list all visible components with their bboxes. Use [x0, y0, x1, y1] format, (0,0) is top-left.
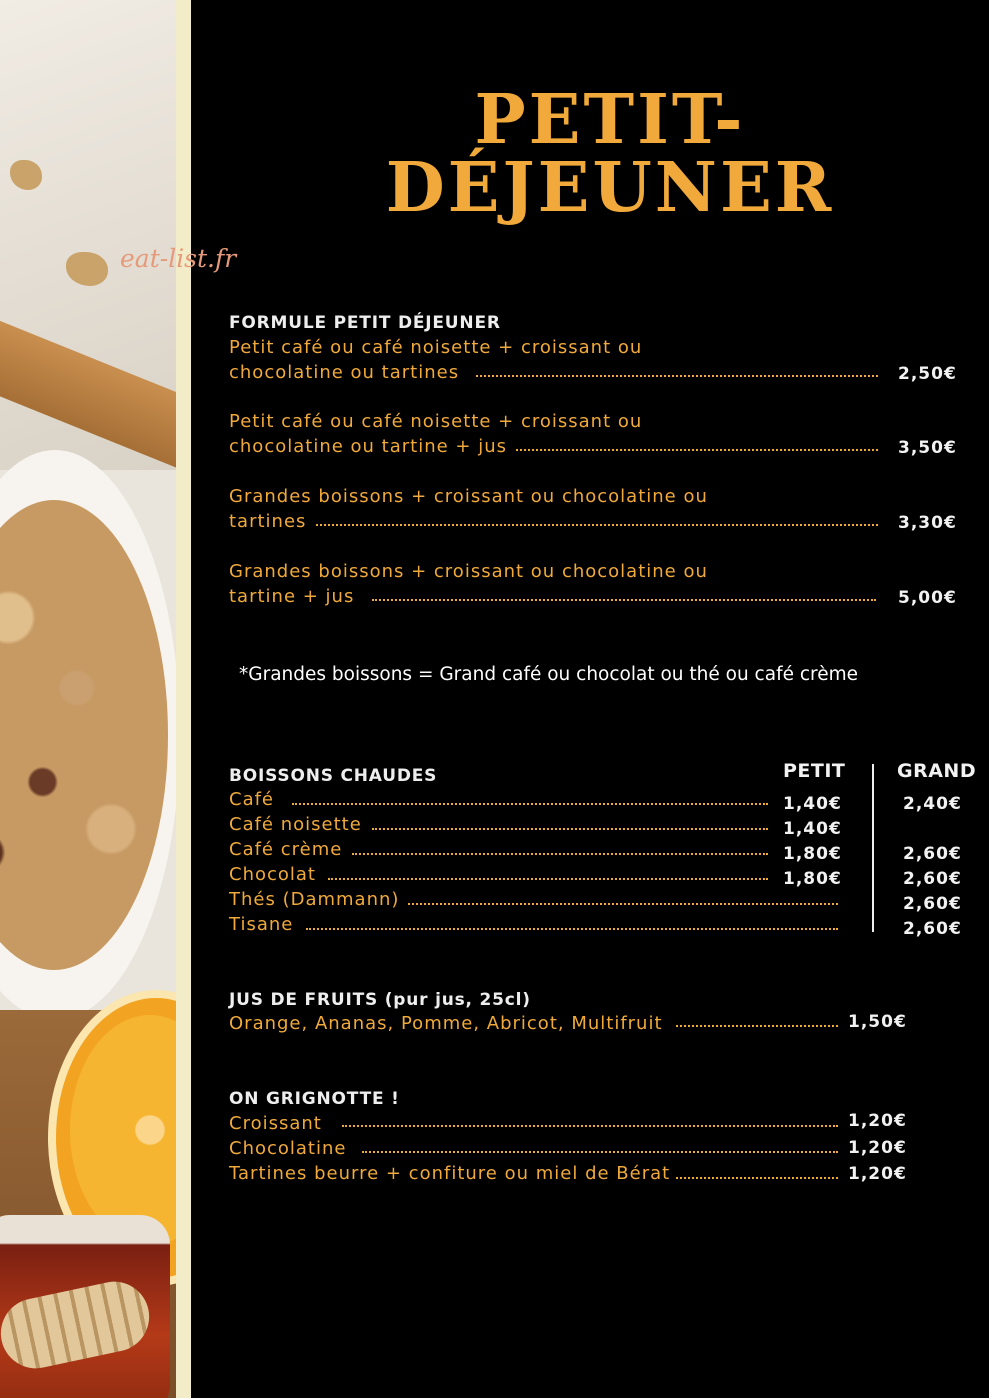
grandes-boissons-note: *Grandes boissons = Grand café ou chocolat ou thé ou café crème	[239, 664, 859, 685]
boisson-name: Café noisette	[229, 814, 362, 835]
dot-leader	[676, 1177, 838, 1179]
boisson-price-grand: 2,60€	[903, 919, 962, 939]
grignotte-item-price: 1,20€	[848, 1138, 907, 1158]
dot-leader	[676, 1025, 838, 1027]
column-header-petit: PETIT	[783, 760, 846, 782]
boisson-price-grand: 2,60€	[903, 894, 962, 914]
grignotte-item-price: 1,20€	[848, 1111, 907, 1131]
formule-item-4-line1: Grandes boissons + croissant ou chocolatine ou	[229, 561, 708, 582]
section-heading-boissons: BOISSONS CHAUDES	[229, 766, 438, 786]
dot-leader	[362, 1151, 838, 1153]
dot-leader	[342, 1125, 838, 1127]
section-heading-jus: JUS DE FRUITS (pur jus, 25cl)	[229, 990, 531, 1010]
page-title-line1: PETIT-	[474, 80, 746, 160]
boisson-price-grand: 2,60€	[903, 869, 962, 889]
dot-leader	[328, 878, 768, 880]
formule-item-3-line1: Grandes boissons + croissant ou chocolatine ou	[229, 486, 708, 507]
boisson-name: Café crème	[229, 839, 343, 860]
section-heading-grignotte: ON GRIGNOTTE !	[229, 1089, 400, 1109]
dot-leader	[476, 375, 878, 377]
formule-item-2-line2: chocolatine ou tartine + jus	[229, 436, 508, 457]
boisson-name: Chocolat	[229, 864, 316, 885]
boisson-name: Tisane	[229, 914, 294, 935]
grignotte-item-name: Chocolatine	[229, 1138, 347, 1159]
formule-item-4-price: 5,00€	[898, 588, 957, 608]
formule-item-4-line2: tartine + jus	[229, 586, 355, 607]
page-title-line2: DÉJEUNER	[385, 148, 835, 228]
formule-item-3-price: 3,30€	[898, 513, 957, 533]
formule-item-2-price: 3,50€	[898, 438, 957, 458]
grignotte-item-name: Tartines beurre + confiture ou miel de Bérat	[229, 1163, 671, 1184]
dot-leader	[372, 828, 768, 830]
boisson-name: Thés (Dammann)	[229, 889, 400, 910]
formule-item-2-line1: Petit café ou café noisette + croissant ou	[229, 411, 643, 432]
formule-item-1-line2: chocolatine ou tartines	[229, 362, 460, 383]
grignotte-item-name: Croissant	[229, 1113, 322, 1134]
dot-leader	[516, 449, 878, 451]
column-divider	[872, 764, 874, 932]
dot-leader	[316, 524, 878, 526]
dot-leader	[408, 903, 838, 905]
jus-item-price: 1,50€	[848, 1012, 907, 1032]
boisson-name: Café	[229, 789, 275, 810]
column-header-grand: GRAND	[897, 760, 977, 782]
boisson-price-grand: 2,40€	[903, 794, 962, 814]
boisson-price-petit: 1,40€	[783, 794, 842, 814]
jus-item-name: Orange, Ananas, Pomme, Abricot, Multifruit	[229, 1013, 663, 1034]
boisson-price-petit: 1,80€	[783, 869, 842, 889]
grignotte-item-price: 1,20€	[848, 1164, 907, 1184]
boisson-price-petit: 1,80€	[783, 844, 842, 864]
dot-leader	[306, 928, 838, 930]
dot-leader	[292, 803, 768, 805]
boisson-price-petit: 1,40€	[783, 819, 842, 839]
formule-item-3-line2: tartines	[229, 511, 307, 532]
section-heading-formule: FORMULE PETIT DÉJEUNER	[229, 313, 501, 333]
formule-item-1-price: 2,50€	[898, 364, 957, 384]
dot-leader	[372, 599, 876, 601]
watermark: eat-list.fr	[120, 244, 237, 273]
boisson-price-grand: 2,60€	[903, 844, 962, 864]
formule-item-1-line1: Petit café ou café noisette + croissant ou	[229, 337, 643, 358]
dot-leader	[352, 853, 768, 855]
